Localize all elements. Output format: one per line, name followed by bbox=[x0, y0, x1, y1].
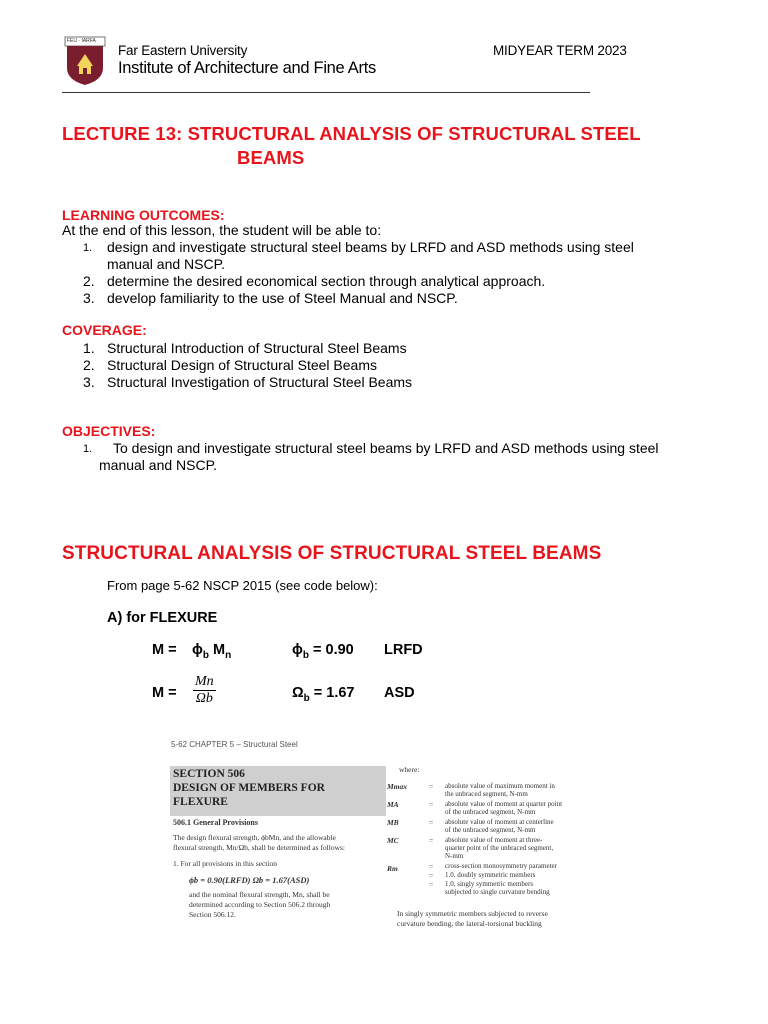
list-item: 2. Structural Design of Structural Steel Beams bbox=[83, 357, 378, 373]
feu-logo bbox=[64, 36, 106, 86]
list-item: 2. determine the desired economical section through analytical approach. bbox=[83, 273, 546, 289]
code-excerpt-image: 5-62 CHAPTER 5 – Structural Steel SECTION 506 DESIGN OF MEMBERS FOR FLEXURE 506.1 General Provisions The design flexural strength, ϕbMn, and the allowable flexural strength, Mn/Ωb, shall be determined as follows: 1. For all provisions in this section ϕb = 0.90(LRFD) Ωb = 1.67(ASD) and the nominal flexural strength, Mn, shall be determined according to Section 506.2 through Section 506.12. where: Mmax = absolute value of maximum moment in the unbraced segment, N-mm MA = absolute value of moment at quarter point of the unbraced segment, N-mm MB = absolute value of moment at centerline of the unbraced segment, N-mm MC = absolute value of moment at three- quarter point of the unbraced segment, N-mm Rm = cross-section monosymmetry parameter = 1.0, doubly symmetric members = 1.0, singly symmetric members subjected to single curvature bending In singly symmetric members subjected to reverse curvature bending, the lateral-torsional buckling bbox=[171, 740, 563, 928]
list-item: 3. Structural Investigation of Structural Steel Beams bbox=[83, 374, 413, 390]
learning-outcomes-list bbox=[83, 239, 634, 307]
lecture-title-cont: BEAMS bbox=[237, 147, 305, 168]
learning-outcomes-heading: LEARNING OUTCOMES: bbox=[62, 207, 225, 223]
university-name: Far Eastern University bbox=[118, 43, 248, 58]
learning-outcomes-intro: At the end of this lesson, the student will be able to: bbox=[62, 222, 382, 238]
institute-name: Institute of Architecture and Fine Arts bbox=[118, 59, 376, 77]
phi-factor: $\phi_b = 0.90$ bbox=[292, 642, 354, 661]
method-asd: ASD bbox=[384, 685, 415, 701]
list-item: 1. Structural Introduction of Structural Steel Beams bbox=[83, 340, 407, 356]
objectives-list bbox=[83, 440, 659, 474]
coverage-list bbox=[83, 340, 413, 391]
equation-lrfd-lhs: M = bbox=[152, 642, 177, 658]
equation-asd-lhs: M = bbox=[152, 685, 177, 701]
analysis-title: STRUCTURAL ANALYSIS OF STRUCTURAL STEEL BEAMS bbox=[62, 543, 602, 564]
method-lrfd: LRFD bbox=[384, 642, 423, 658]
equation-lrfd-rhs: $\phi_b$ $M_n$ bbox=[192, 642, 232, 661]
list-item: 3. develop familiarity to the use of Steel Manual and NSCP. bbox=[83, 290, 458, 306]
logo-label: FEU · IARFA bbox=[67, 38, 96, 44]
equation-asd-fraction: $\frac{Mn}{\Omega b}$ bbox=[195, 674, 214, 706]
term-label: MIDYEAR TERM 2023 bbox=[493, 43, 627, 58]
objectives-heading: OBJECTIVES: bbox=[62, 423, 156, 439]
list-item: 1. design and investigate structural steel beams by LRFD and ASD methods using steel manual and NSCP. bbox=[83, 239, 634, 272]
omega-factor: $\Omega_b = 1.67$ bbox=[292, 685, 355, 704]
header-divider bbox=[62, 92, 590, 93]
code-reference: From page 5-62 NSCP 2015 (see code below): bbox=[107, 578, 378, 593]
lecture-title: LECTURE 13: STRUCTURAL ANALYSIS OF STRUCTURAL STEEL bbox=[62, 123, 641, 144]
coverage-heading: COVERAGE: bbox=[62, 322, 147, 338]
list-item: 1. To design and investigate structural steel beams by LRFD and ASD methods using steel manual and NSCP. bbox=[83, 440, 659, 473]
flexure-heading: A) for FLEXURE bbox=[107, 610, 218, 626]
